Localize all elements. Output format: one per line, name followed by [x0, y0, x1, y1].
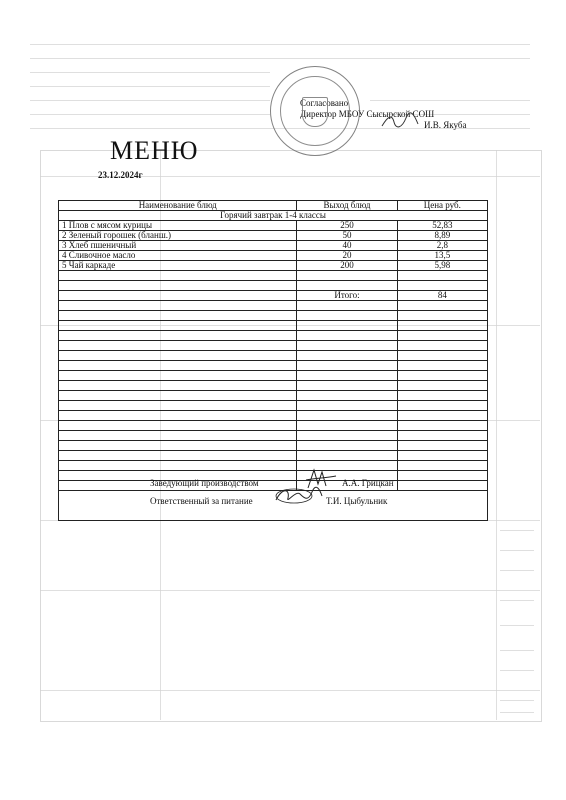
manager-name-block: [342, 478, 394, 489]
table-row: [59, 251, 488, 261]
director-signature: [380, 112, 420, 130]
table-row-empty: [59, 471, 488, 481]
dish-name: 2 Зеленый горошек (бланш.): [59, 231, 297, 241]
table-row: [59, 241, 488, 251]
header-output: Выход блюд: [297, 201, 397, 211]
dish-name: 4 Сливочное масло: [59, 251, 297, 261]
table-row-empty: [59, 351, 488, 361]
dish-name: 1 Плов с мясом курицы: [59, 221, 297, 231]
table-row-empty: [59, 361, 488, 371]
dish-output: 20: [297, 251, 397, 261]
table-row-empty: [59, 331, 488, 341]
table-row-empty: [59, 341, 488, 351]
table-row: [59, 231, 488, 241]
approval-label: Согласовано: [300, 98, 349, 108]
dish-price: 2,8: [397, 241, 487, 251]
nutrition-signature-line: [150, 496, 253, 507]
table-row-empty: [59, 451, 488, 461]
nutrition-signature: [272, 484, 324, 506]
menu-date: 23.12.2024г: [98, 170, 143, 180]
dish-output: 250: [297, 221, 397, 231]
table-row-empty: [59, 401, 488, 411]
manager-signature-line: [150, 478, 259, 489]
table-row-empty: [59, 441, 488, 451]
dish-name: 3 Хлеб пшеничный: [59, 241, 297, 251]
table-row-empty: [59, 391, 488, 401]
dish-output: 40: [297, 241, 397, 251]
approval-director-name: И.В. Якуба: [424, 120, 467, 130]
manager-role: Заведующий производством: [150, 478, 259, 488]
official-seal: [270, 66, 360, 156]
table-row-empty: [59, 371, 488, 381]
header-price: Цена руб.: [397, 201, 487, 211]
approval-position: Директор МБОУ Сысырской СОШ: [300, 109, 435, 119]
manager-name: А.А. Грицкан: [342, 478, 394, 488]
table-row-empty: [59, 281, 488, 291]
table-row-empty: [59, 431, 488, 441]
total-row: [59, 291, 488, 301]
dish-price: 5,98: [397, 261, 487, 271]
menu-table: [58, 200, 488, 491]
table-row-empty: [59, 411, 488, 421]
table-row-empty: [59, 311, 488, 321]
menu-title: МЕНЮ: [110, 136, 199, 165]
table-row-empty: [59, 461, 488, 471]
dish-output: 200: [297, 261, 397, 271]
total-label: Итого:: [297, 291, 397, 301]
table-header-row: [59, 201, 488, 211]
total-value: 84: [397, 291, 487, 301]
table-row-empty: [59, 301, 488, 311]
header-dish-name: Наименование блюд: [59, 201, 297, 211]
table-row: [59, 221, 488, 231]
nutrition-name-block: [326, 496, 387, 507]
dish-price: 8,89: [397, 231, 487, 241]
table-row-empty: [59, 381, 488, 391]
seal-emblem-icon: [302, 97, 328, 127]
dish-price: 13,5: [397, 251, 487, 261]
nutrition-name: Т.И. Цыбульник: [326, 496, 388, 506]
table-row-empty: [59, 421, 488, 431]
table-row-empty: [59, 271, 488, 281]
table-row: [59, 261, 488, 271]
section-row: [59, 211, 488, 221]
dish-price: 52,83: [397, 221, 487, 231]
section-title: Горячий завтрак 1-4 классы: [59, 211, 488, 221]
table-row-empty: [59, 321, 488, 331]
dish-output: 50: [297, 231, 397, 241]
nutrition-role: Ответственный за питание: [150, 496, 253, 506]
dish-name: 5 Чай каркаде: [59, 261, 297, 271]
